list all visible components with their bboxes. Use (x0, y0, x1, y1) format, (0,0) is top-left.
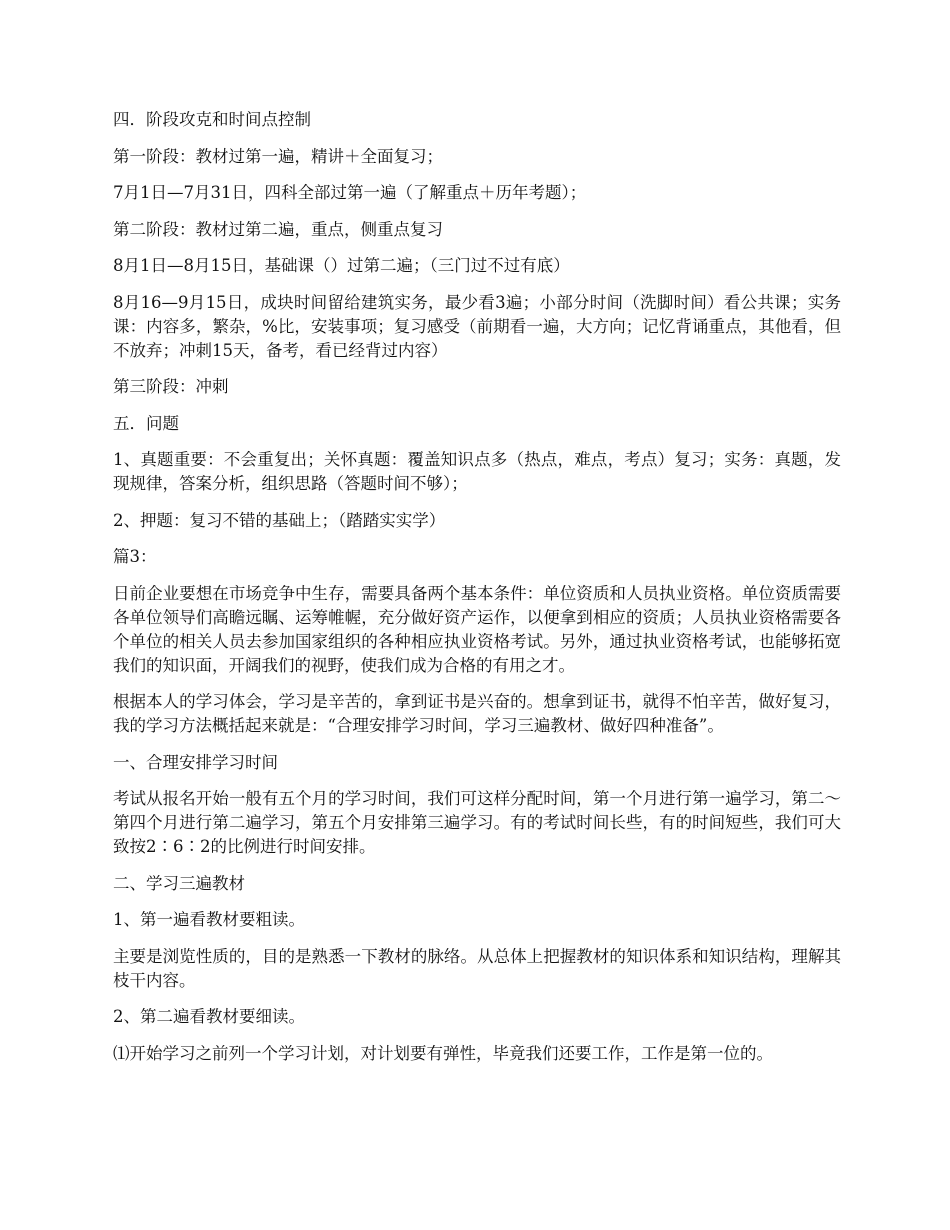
stage-2-schedule-a: 8月1日—8月15日，基础课（）过第二遍；（三门过不过有底） (113, 256, 570, 275)
method-summary-paragraph: 根据本人的学习体会，学习是辛苦的，拿到证书是兴奋的。想拿到证书，就得不怕辛苦，做好复习，我的学习方法概括起来就是：“合理安排学习时间，学习三遍教材、做好四种准备”。 (113, 692, 841, 735)
study-plan-item: ⑴开始学习之前列一个学习计划，对计划要有弹性，毕竟我们还要工作，工作是第一位的。 (113, 1043, 773, 1063)
section-heading-5: 五．问题 (113, 413, 179, 433)
stage-2-heading: 第二阶段：教材过第二遍，重点，侧重点复习 (113, 219, 443, 239)
stage-2-schedule-b: 8月16—9月15日，成块时间留给建筑实务，最少看3遍；小部分时间（洗脚时间）看公共课；实务课：内容多，繁杂，%比，安装事项；复习感受（前期看一遍，大方向；记忆背诵重点，其他看，但不放弃；冲刺15天，备考，看已经背过内容） (113, 292, 841, 360)
first-reading-heading: 1、第一遍看教材要粗读。 (113, 910, 305, 929)
problem-item-1: 1、真题重要：不会重复出；关怀真题：覆盖知识点多（热点，难点，考点）复习；实务：真题，发现规律，答案分析，组织思路（答题时间不够）； (113, 450, 841, 493)
first-reading-paragraph: 主要是浏览性质的，目的是熟悉一下教材的脉络。从总体上把握教材的知识体系和知识结构，理解其枝干内容。 (113, 946, 841, 990)
article-3-heading: 篇3： (113, 547, 157, 566)
second-reading-heading: 2、第二遍看教材要细读。 (113, 1007, 305, 1026)
section-heading-textbook: 二、学习三遍教材 (113, 873, 245, 893)
stage-1-heading: 第一阶段：教材过第一遍，精讲＋全面复习； (113, 146, 443, 166)
section-heading-4: 四．阶段攻克和时间点控制 (113, 110, 311, 129)
document-page (113, 108, 841, 1078)
problem-item-2: 2、押题：复习不错的基础上；（踏踏实实学） (113, 510, 446, 530)
section-heading-time: 一、合理安排学习时间 (113, 752, 278, 772)
stage-3-heading: 第三阶段：冲刺 (113, 377, 229, 396)
time-allocation-paragraph: 考试从报名开始一般有五个月的学习时间，我们可这样分配时间，第一个月进行第一遍学习，第二～第四个月进行第二遍学习，第五个月安排第三遍学习。有的考试时间长些，有的时间短些，我们可大致按2∶6∶2的比例进行时间安排。 (113, 789, 841, 856)
intro-paragraph: 日前企业要想在市场竞争中生存，需要具备两个基本条件：单位资质和人员执业资格。单位资质需要各单位领导们高瞻远瞩、运筹帷幄，充分做好资产运作，以便拿到相应的资质；人员执业资格需要各个单位的相关人员去参加国家组织的各种相应执业资格考试。另外，通过执业资格考试，也能够拓宽我们的知识面，开阔我们的视野，使我们成为合格的有用之才。 (113, 583, 841, 675)
stage-1-schedule: 7月1日—7月31日，四科全部过第一遍（了解重点＋历年考题）； (113, 183, 587, 202)
